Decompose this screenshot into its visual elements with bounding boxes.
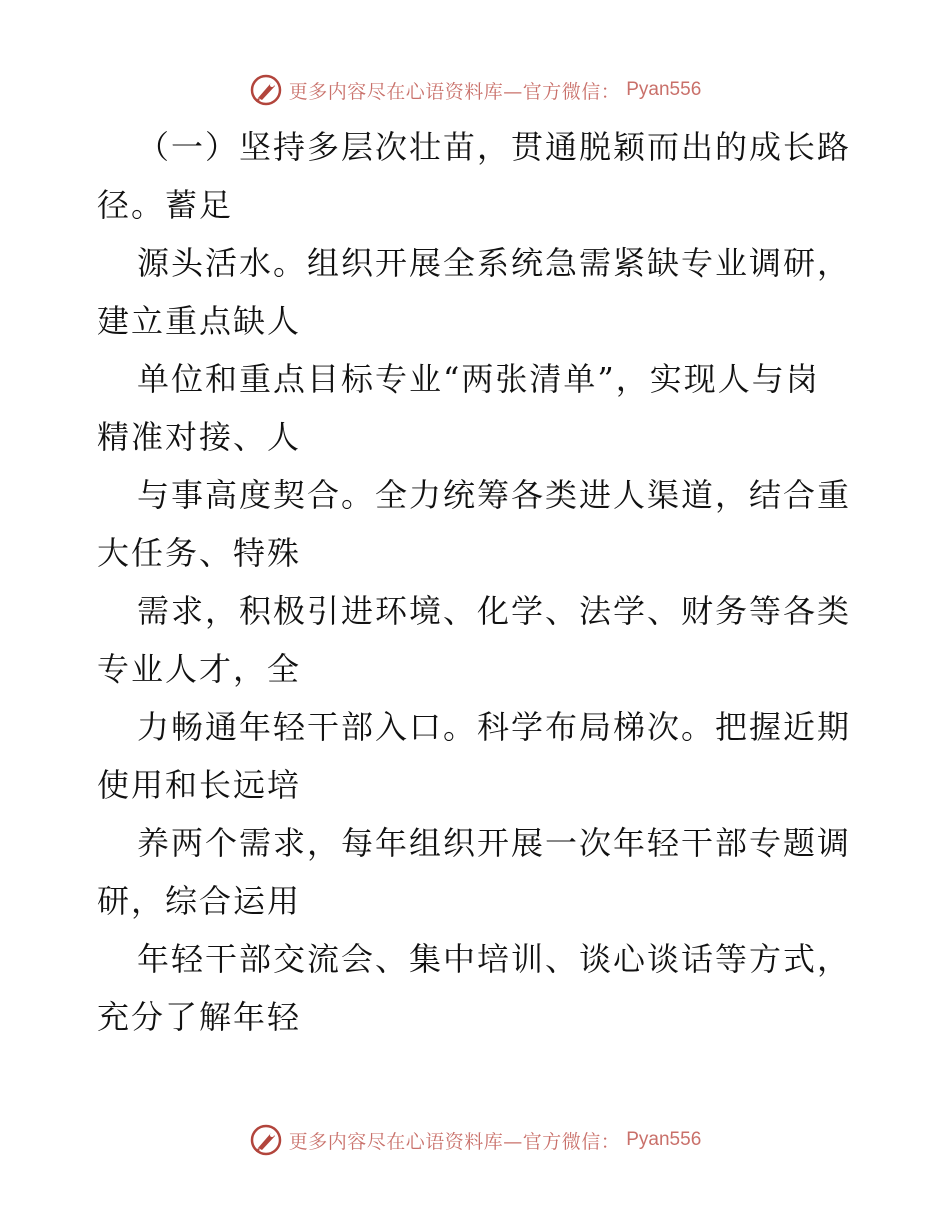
body-line: 源头活水。组织开展全系统急需紧缺专业调研， <box>137 244 852 282</box>
body-line: 与事高度契合。全力统筹各类进人渠道，结合重 <box>137 476 852 514</box>
pen-logo-icon <box>249 73 283 107</box>
body-line: 力畅通年轻干部入口。科学布局梯次。把握近期 <box>137 708 852 746</box>
body-line: 充分了解年轻 <box>97 998 302 1036</box>
header-banner <box>0 70 950 110</box>
banner-text: 更多内容尽在心语资料库—官方微信： <box>288 1130 621 1153</box>
body-line: 径。蓄足 <box>97 186 234 224</box>
banner-text: 更多内容尽在心语资料库—官方微信： <box>288 80 621 103</box>
body-line: 精准对接、人 <box>97 418 302 456</box>
body-line: 建立重点缺人 <box>97 302 302 340</box>
body-line: （一）坚持多层次壮苗，贯通脱颖而出的成长路 <box>137 128 852 166</box>
body-line: 年轻干部交流会、集中培训、谈心谈话等方式， <box>137 940 852 978</box>
banner-wechat-id: Pyan556 <box>626 79 702 100</box>
body-line: 专业人才，全 <box>97 650 302 688</box>
document-body <box>97 118 857 1046</box>
body-line: 需求，积极引进环境、化学、法学、财务等各类 <box>137 592 852 630</box>
banner-wechat-id: Pyan556 <box>626 1129 702 1150</box>
body-line: 研，综合运用 <box>97 882 302 920</box>
body-line: 养两个需求，每年组织开展一次年轻干部专题调 <box>137 824 852 862</box>
pen-logo-icon <box>249 1123 283 1157</box>
body-line: 使用和长远培 <box>97 766 302 804</box>
body-line: 单位和重点目标专业“两张清单”，实现人与岗 <box>137 360 820 398</box>
body-line: 大任务、特殊 <box>97 534 302 572</box>
footer-banner <box>0 1120 950 1160</box>
